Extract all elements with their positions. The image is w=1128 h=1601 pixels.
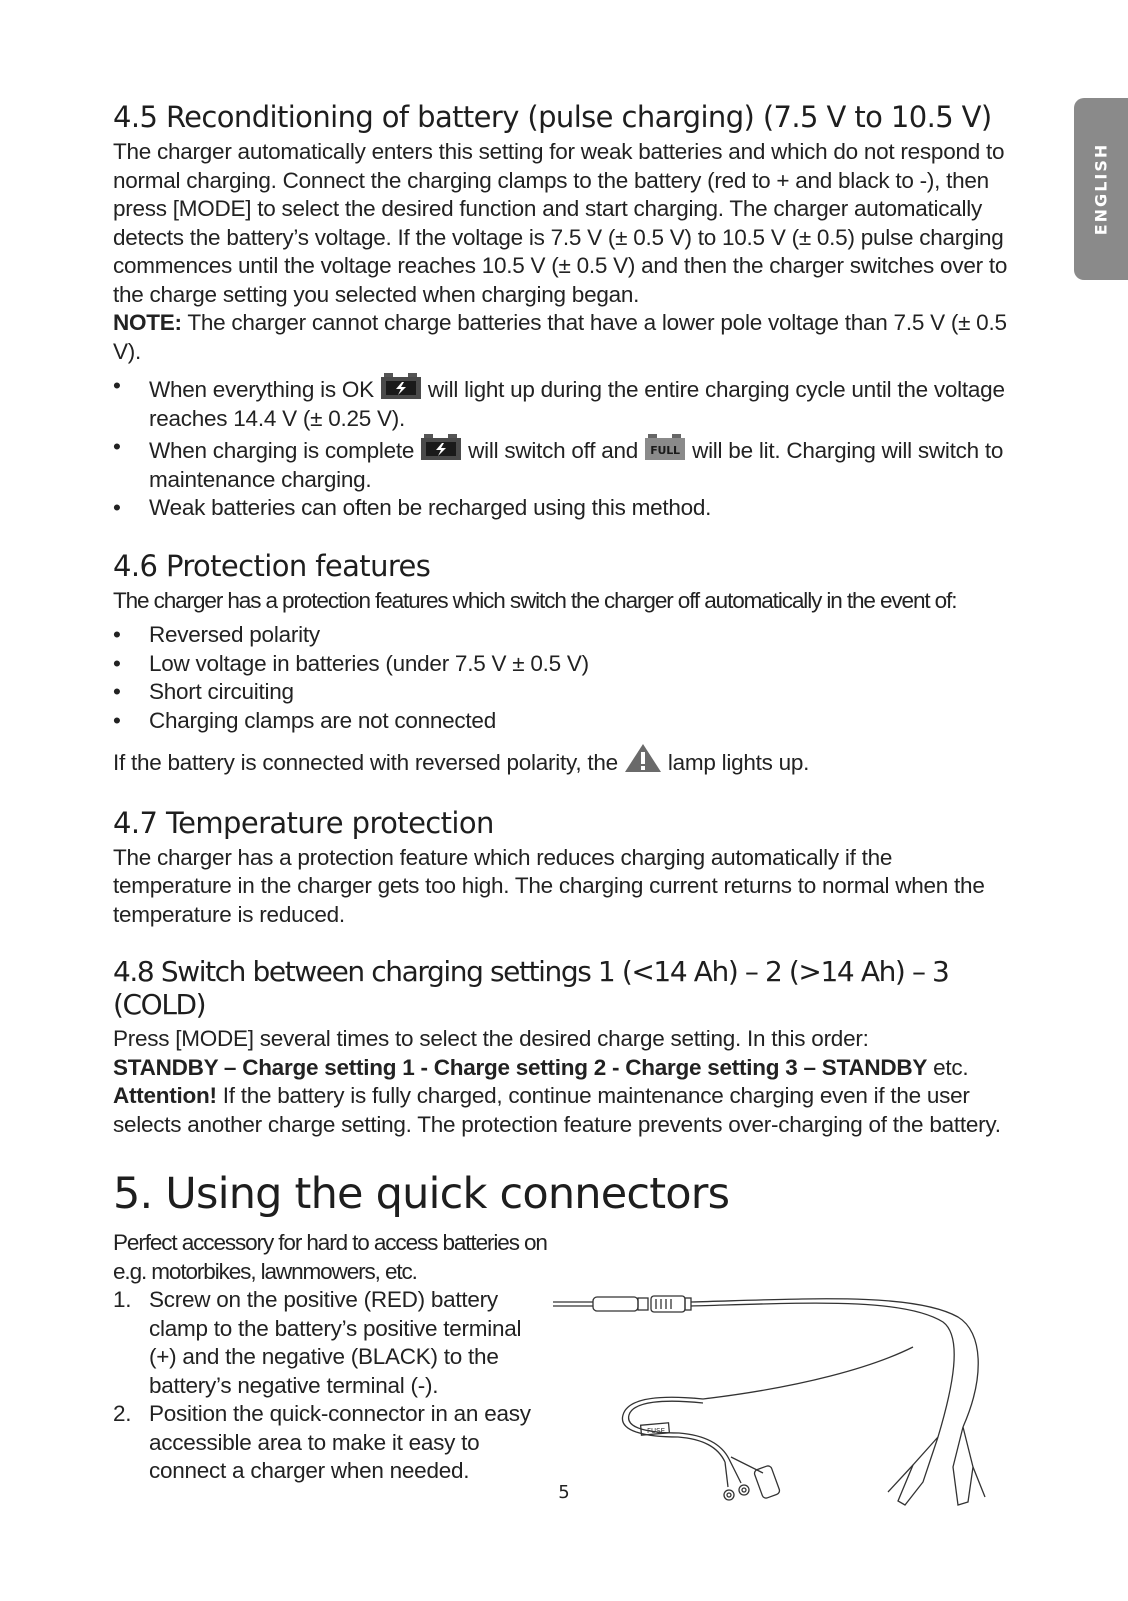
section-4-5 (113, 100, 1013, 523)
section-4-7-paragraph: The charger has a protection feature which reduces charging automatically if the temperature in the charger gets too high. The charging current returns to normal when the temperature is reduced. (113, 844, 985, 927)
bullet-text: Low voltage in batteries (under 7.5 V ± 0.5 V) (149, 650, 589, 676)
full-icon-text: FULL (650, 444, 680, 457)
language-tab-label: ENGLISH (1091, 142, 1111, 236)
step-number: 2. (113, 1401, 132, 1426)
section-4-6-paragraph: The charger has a protection features which switch the charger off automatically in the event of: (113, 587, 957, 613)
after-text: lamp lights up. (661, 750, 810, 775)
bullet-text: Short circuiting (149, 679, 294, 704)
section-4-8 (113, 955, 1013, 1139)
list-item: • When everything is OK will light up during the entire charging cycle until the voltage reaches 14.4 V (± 0.25 V). (113, 373, 1005, 431)
section-4-5-note (113, 309, 1013, 366)
bullet-text: Charging clamps are not connected (149, 707, 496, 733)
section-4-5-bullets (113, 372, 1013, 523)
list-item: • Short circuiting (113, 679, 294, 704)
section-4-7-heading: 4.7 Temperature protection (113, 805, 494, 840)
bullet-text: When everything is OK (149, 377, 380, 402)
page-number: 5 (558, 1482, 570, 1503)
sequence-text: STANDBY – Charge setting 1 - Charge setting 2 - Charge setting 3 – STANDBY (113, 1054, 928, 1080)
bullet-text: will switch off and (462, 438, 645, 463)
warning-triangle-icon (624, 743, 662, 773)
full-battery-icon (644, 433, 686, 461)
section-5-steps (113, 1286, 553, 1486)
charging-battery-icon (380, 372, 422, 400)
section-5 (113, 1169, 1013, 1486)
list-item (113, 1400, 553, 1486)
note-text: The charger cannot charge batteries that have a lower pole voltage than 7.5 V (± 0.5 V). (113, 310, 1007, 364)
section-5-text-column (113, 1229, 553, 1486)
section-4-6-after (113, 743, 1013, 778)
bullet-text: will light up during the entire charging cycle until the voltage reaches 14.4 V (± 0.25 V). (149, 377, 1005, 431)
section-5-intro: Perfect accessory for hard to access batteries on e.g. motorbikes, lawnmowers, etc. (113, 1230, 547, 1284)
list-item: • Low voltage in batteries (under 7.5 V ± 0.5 V) (113, 650, 589, 676)
section-4-8-sequence (113, 1054, 1013, 1083)
step-number: 1. (113, 1287, 132, 1312)
charging-battery-icon (420, 433, 462, 461)
bullet-text: will be lit. Charging will switch to maintenance charging. (149, 438, 1004, 492)
section-4-8-line1: Press [MODE] several times to select the desired charge setting. In this order: (113, 1026, 869, 1051)
bullet-text: Reversed polarity (149, 622, 320, 647)
attention-text: If the battery is fully charged, continue maintenance charging even if the user selects another charge setting. The protection feature prevents over-charging of the battery. (113, 1083, 1001, 1137)
section-5-heading: 5. Using the quick connectors (113, 1169, 730, 1219)
section-4-5-paragraph: The charger automatically enters this setting for weak batteries and which do not respond to normal charging. Connect the charging clamps to the battery (red to + and black to -), then press [MODE] to select the desired function and start charging. The charger automatically detects the battery’s voltage. If the voltage is 7.5 V (± 0.5 V) to 10.5 V (± 0.5) pulse charging commences until the voltage reaches 10.5 V (± 0.5 V) and then the charger switches over to the charge setting you selected when charging began. (113, 139, 1008, 307)
bullet-text: Weak batteries can often be recharged using this method. (149, 495, 712, 520)
list-item (113, 1286, 553, 1400)
section-4-6-heading: 4.6 Protection features (113, 548, 431, 583)
note-label: NOTE: (113, 310, 182, 335)
after-text: If the battery is connected with reversed polarity, the (113, 750, 624, 775)
section-4-8-heading: 4.8 Switch between charging settings 1 (<14 Ah) – 2 (>14 Ah) – 3 (COLD) (113, 955, 949, 1021)
sequence-tail: etc. (927, 1054, 969, 1080)
section-4-5-heading: 4.5 Reconditioning of battery (pulse charging) (7.5 V to 10.5 V) (113, 100, 992, 134)
section-5-body (113, 1229, 1013, 1486)
step-text: Screw on the positive (RED) battery clamp to the battery’s positive terminal (+) and the negative (BLACK) to the battery’s negative terminal (-). (149, 1287, 522, 1398)
page-content (113, 100, 1013, 1486)
section-4-7 (113, 806, 1013, 930)
section-4-6 (113, 549, 1013, 778)
language-side-tab (1074, 98, 1128, 280)
section-4-8-attention (113, 1082, 1013, 1139)
fuse-label: FUSE (647, 1427, 666, 1435)
bullet-text: When charging is complete (149, 438, 421, 463)
list-item: • When charging is complete will switch off and FULL will be lit. Charging will switch to maintenance charging. (113, 434, 1004, 492)
section-4-6-bullets (113, 621, 1013, 735)
attention-label: Attention! (113, 1083, 217, 1108)
list-item: • Reversed polarity (113, 622, 320, 647)
step-text: Position the quick-connector in an easy accessible area to make it easy to connect a charger when needed. (149, 1401, 531, 1483)
list-item: • Weak batteries can often be recharged using this method. (113, 495, 712, 520)
list-item: • Charging clamps are not connected (113, 707, 496, 733)
